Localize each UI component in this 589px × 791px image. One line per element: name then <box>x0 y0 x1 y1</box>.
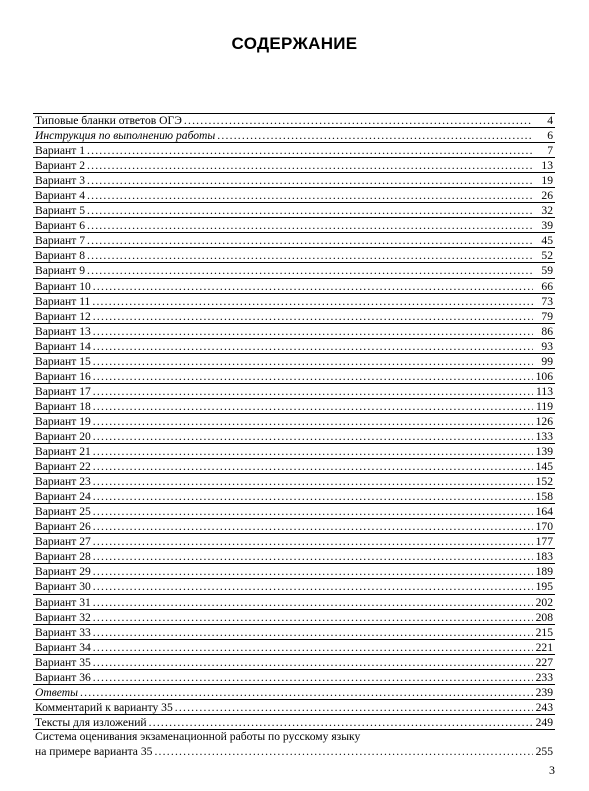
page-number: 3 <box>549 763 555 777</box>
toc-entry <box>33 233 555 248</box>
toc-entry <box>33 504 555 519</box>
toc-leader-dots <box>87 248 533 263</box>
toc-entry-page: 86 <box>541 324 553 338</box>
toc-leader-dots <box>93 384 533 399</box>
toc-entry-label: Вариант 25 <box>35 505 91 519</box>
toc-leader-dots <box>93 504 533 519</box>
toc-entry-label: Вариант 22 <box>35 460 91 474</box>
toc-entry-label: Вариант 17 <box>35 384 91 398</box>
toc-entry-page: 32 <box>541 204 553 218</box>
toc-entry <box>33 534 555 549</box>
toc-leader-dots <box>93 489 533 504</box>
toc-entry-label: Комментарий к варианту 35 <box>35 700 173 714</box>
toc-entry-label: Вариант 14 <box>35 339 91 353</box>
toc-entry-page: 45 <box>541 234 553 248</box>
toc-entry-page: 152 <box>535 475 553 489</box>
toc-entry <box>33 610 555 625</box>
toc-entry-label: Вариант 33 <box>35 625 91 639</box>
toc-entry-label: Инструкция по выполнению работы <box>35 129 216 143</box>
toc-entry-page: 221 <box>535 640 553 654</box>
toc-entry-page: 183 <box>535 550 553 564</box>
toc-entry-page: 126 <box>535 414 553 428</box>
toc-entry <box>33 369 555 384</box>
toc-entry-label: Вариант 3 <box>35 174 85 188</box>
toc-entry-label: Тексты для изложений <box>35 715 147 729</box>
toc-entry <box>33 399 555 414</box>
toc-entry-label: Вариант 18 <box>35 399 91 413</box>
toc-entry-label: Вариант 7 <box>35 234 85 248</box>
toc-entry <box>33 173 555 188</box>
toc-entry-page: 170 <box>535 520 553 534</box>
toc-leader-dots <box>93 354 533 369</box>
toc-entry-label: Типовые бланки ответов ОГЭ <box>35 114 182 127</box>
toc-entry-label: Вариант 34 <box>35 640 91 654</box>
toc-entry-label: Вариант 26 <box>35 520 91 534</box>
toc-leader-dots <box>93 324 533 339</box>
toc-entry-page: 39 <box>541 219 553 233</box>
toc-entry-label: Вариант 30 <box>35 580 91 594</box>
toc-entry <box>33 158 555 173</box>
toc-entry-label: Вариант 15 <box>35 354 91 368</box>
toc-entry-label: Вариант 13 <box>35 324 91 338</box>
toc-entry-label: Вариант 5 <box>35 204 85 218</box>
toc-entry <box>33 564 555 579</box>
toc-entry-label: Ответы <box>35 685 78 699</box>
toc-leader-dots <box>93 429 533 444</box>
toc-leader-dots <box>87 233 533 248</box>
toc-entry-label: Вариант 20 <box>35 429 91 443</box>
toc-entry <box>33 384 555 399</box>
toc-entry-label: Вариант 28 <box>35 550 91 564</box>
toc-entry-page: 99 <box>541 354 553 368</box>
toc-leader-dots <box>93 670 533 685</box>
toc-leader-dots <box>93 610 533 625</box>
toc-leader-dots <box>87 218 533 233</box>
toc-entry-page: 202 <box>535 595 553 609</box>
toc-entry <box>33 429 555 444</box>
toc-entry <box>33 263 555 278</box>
toc-entry <box>33 339 555 354</box>
toc-entry <box>33 715 555 730</box>
toc-leader-dots <box>93 309 533 324</box>
toc-leader-dots <box>93 444 533 459</box>
toc-entry <box>33 324 555 339</box>
toc-leader-dots <box>175 700 533 715</box>
toc-entry-label: Вариант 21 <box>35 445 91 459</box>
toc-entry-label: Вариант 29 <box>35 565 91 579</box>
toc-leader-dots <box>93 279 533 294</box>
toc-entry <box>33 744 555 759</box>
toc-entry-label: Вариант 27 <box>35 535 91 549</box>
toc-entry-label: Вариант 24 <box>35 490 91 504</box>
toc-entry-page: 255 <box>535 744 553 758</box>
toc-entry <box>33 309 555 324</box>
toc-leader-dots <box>93 549 533 564</box>
toc-entry <box>33 279 555 294</box>
toc-entry <box>33 128 555 143</box>
toc-entry-page: 7 <box>547 144 553 158</box>
toc-entry-label: Вариант 23 <box>35 475 91 489</box>
toc-entry-page: 215 <box>535 625 553 639</box>
toc-leader-dots <box>87 173 533 188</box>
toc-entry <box>33 354 555 369</box>
toc-leader-dots <box>93 399 533 414</box>
toc-entry-page: 177 <box>535 535 553 549</box>
toc-entry-label-line2: на примере варианта 35 <box>35 744 153 758</box>
toc-entry <box>33 595 555 610</box>
toc-entry-page: 59 <box>541 264 553 278</box>
toc-entry <box>33 625 555 640</box>
toc-entry-page: 119 <box>536 399 553 413</box>
toc-leader-dots <box>87 203 533 218</box>
toc-entry-label: Вариант 10 <box>35 279 91 293</box>
toc-entry-page: 19 <box>541 174 553 188</box>
toc-entry <box>33 685 555 700</box>
toc-entry-label-line1: Система оценивания экзаменационной работы по русскому языку <box>35 729 361 743</box>
table-of-contents <box>33 113 555 759</box>
toc-entry <box>33 113 555 128</box>
toc-entry-page: 249 <box>535 715 553 729</box>
toc-entry <box>33 549 555 564</box>
toc-entry-label: Вариант 19 <box>35 414 91 428</box>
toc-entry-label: Вариант 16 <box>35 369 91 383</box>
toc-leader-dots <box>93 414 533 429</box>
toc-leader-dots <box>80 685 533 700</box>
toc-leader-dots <box>93 369 533 384</box>
toc-leader-dots <box>93 655 533 670</box>
toc-leader-dots <box>154 744 533 759</box>
toc-entry-page: 93 <box>541 339 553 353</box>
toc-entry <box>33 248 555 263</box>
toc-leader-dots <box>184 113 533 128</box>
toc-entry <box>33 414 555 429</box>
toc-leader-dots <box>93 640 533 655</box>
toc-leader-dots <box>93 459 533 474</box>
toc-leader-dots <box>93 595 533 610</box>
toc-entry-page: 208 <box>535 610 553 624</box>
toc-entry <box>33 579 555 594</box>
toc-entry-page: 52 <box>541 249 553 263</box>
toc-entry-page: 4 <box>547 114 553 127</box>
toc-leader-dots <box>93 579 533 594</box>
toc-entry-label: Вариант 8 <box>35 249 85 263</box>
toc-entry-page: 79 <box>541 309 553 323</box>
toc-entry-page: 243 <box>535 700 553 714</box>
toc-entry <box>33 444 555 459</box>
toc-entry-page: 164 <box>535 505 553 519</box>
toc-entry <box>33 640 555 655</box>
toc-entry-label: Вариант 2 <box>35 159 85 173</box>
toc-entry-label: Вариант 35 <box>35 655 91 669</box>
toc-entry <box>33 203 555 218</box>
toc-entry-page: 239 <box>535 685 553 699</box>
toc-leader-dots <box>93 519 533 534</box>
toc-entry-page: 158 <box>535 490 553 504</box>
toc-entry-page: 6 <box>547 129 553 143</box>
toc-entry <box>33 143 555 158</box>
toc-entry <box>33 670 555 685</box>
toc-entry-page: 133 <box>535 429 553 443</box>
toc-leader-dots <box>93 534 533 549</box>
toc-entry-label: Вариант 36 <box>35 670 91 684</box>
toc-leader-dots <box>93 564 533 579</box>
toc-entry-label: Вариант 11 <box>35 294 91 308</box>
toc-leader-dots <box>92 294 533 309</box>
page-title: СОДЕРЖАНИЕ <box>231 34 358 53</box>
toc-leader-dots <box>93 625 533 640</box>
toc-entry <box>33 459 555 474</box>
toc-entry-label: Вариант 1 <box>35 144 85 158</box>
toc-entry <box>33 489 555 504</box>
toc-entry-page: 13 <box>541 159 553 173</box>
toc-entry <box>33 474 555 489</box>
toc-entry <box>33 294 555 309</box>
toc-entry-page: 195 <box>535 580 553 594</box>
toc-entry <box>33 519 555 534</box>
toc-entry <box>33 218 555 233</box>
toc-entry-page: 189 <box>535 565 553 579</box>
toc-entry-label: Вариант 32 <box>35 610 91 624</box>
toc-entry-label: Вариант 4 <box>35 189 85 203</box>
toc-entry <box>33 700 555 715</box>
toc-entry-page: 227 <box>535 655 553 669</box>
toc-leader-dots <box>87 263 533 278</box>
toc-leader-dots <box>217 128 533 143</box>
toc-leader-dots <box>93 339 533 354</box>
toc-entry-label: Вариант 9 <box>35 264 85 278</box>
toc-entry-label: Вариант 12 <box>35 309 91 323</box>
toc-entry-page: 73 <box>541 294 553 308</box>
toc-leader-dots <box>93 474 533 489</box>
toc-entry-page: 66 <box>541 279 553 293</box>
toc-leader-dots <box>87 158 533 173</box>
toc-entry <box>33 655 555 670</box>
toc-entry-label: Вариант 6 <box>35 219 85 233</box>
toc-entry-label: Вариант 31 <box>35 595 91 609</box>
toc-leader-dots <box>149 715 533 730</box>
toc-entry-page: 26 <box>541 189 553 203</box>
toc-leader-dots <box>87 188 533 203</box>
toc-entry-page: 145 <box>535 460 553 474</box>
toc-entry <box>33 188 555 203</box>
toc-entry-page: 233 <box>535 670 553 684</box>
toc-entry-page: 106 <box>535 369 553 383</box>
toc-entry-page: 139 <box>535 445 553 459</box>
toc-entry-page: 113 <box>536 384 553 398</box>
toc-leader-dots <box>87 143 533 158</box>
